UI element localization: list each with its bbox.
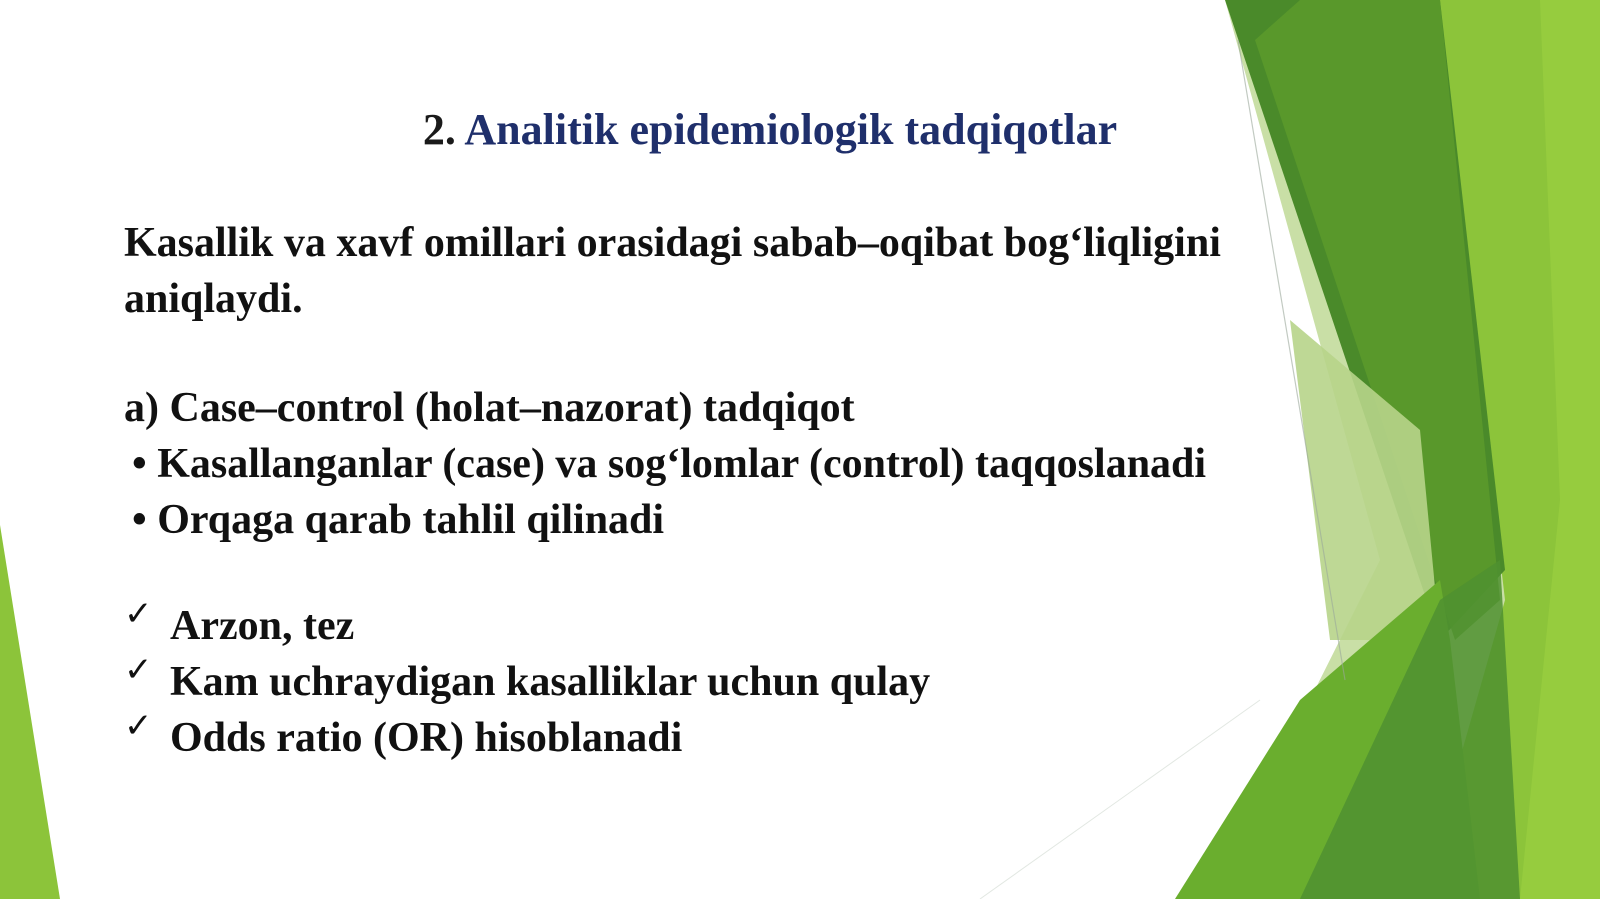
check-item-label: Odds ratio (OR) hisoblanadi (170, 715, 683, 761)
checkmark-icon: ✓ (124, 650, 153, 690)
check-item-label: Kam uchraydigan kasalliklar uchun qulay (170, 659, 931, 705)
check-item (124, 706, 1224, 766)
check-item-label: Arzon, tez (170, 603, 355, 649)
title-text: Analitik epidemiologik tadqiqotlar (464, 105, 1118, 154)
intro-paragraph: Kasallik va xavf omillari orasidagi sabab–oqibat bog‘liqligini aniqlaydi. (124, 220, 1221, 322)
checklist (124, 594, 1224, 766)
left-green-sliver (0, 525, 60, 899)
checkmark-icon: ✓ (124, 594, 153, 634)
checkmark-icon: ✓ (124, 706, 153, 746)
bullet-item: • Orqaga qarab tahlil qilinadi (132, 497, 665, 543)
section-heading: a) Case–control (holat–nazorat) tadqiqot (124, 385, 855, 431)
check-item (124, 650, 1224, 710)
title-number: 2. (422, 105, 456, 154)
slide-title (0, 102, 1540, 158)
case-control-section (124, 380, 1354, 548)
check-item (124, 594, 1224, 654)
bullet-item: • Kasallanganlar (case) va sog‘lomlar (control) taqqoslanadi (132, 441, 1207, 487)
